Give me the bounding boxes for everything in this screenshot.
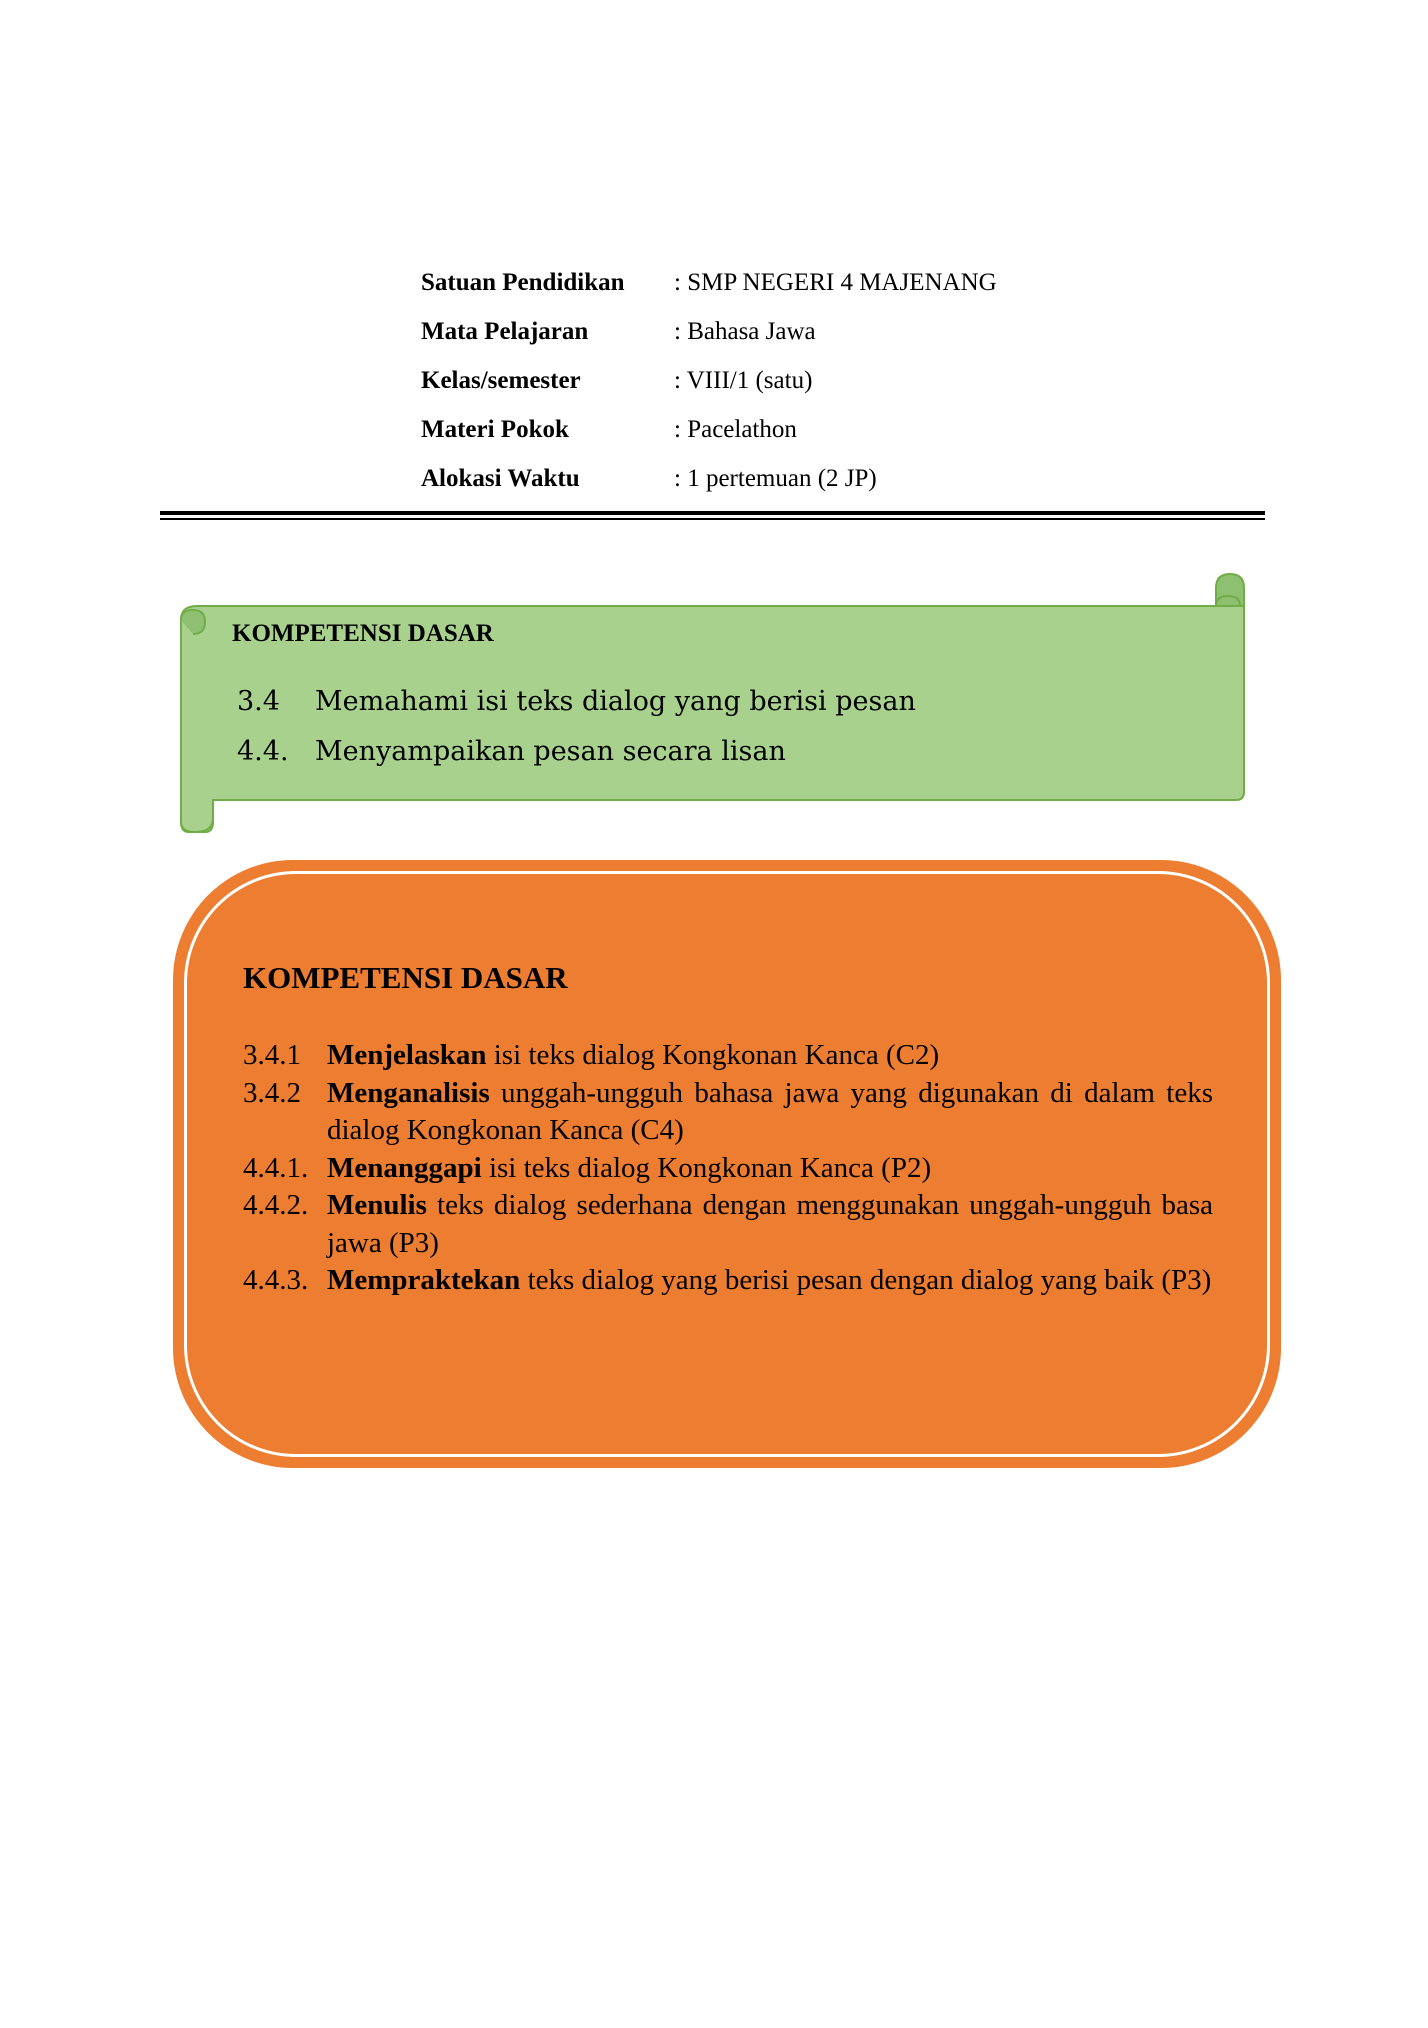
item-text — [327, 1262, 1213, 1300]
item-text — [327, 1075, 1213, 1150]
item-text: Menyampaikan pesan secara lisan — [315, 735, 786, 767]
item-number: 4.4.2. — [243, 1189, 309, 1221]
item-verb: Menanggapi — [327, 1151, 482, 1184]
item-verb: Menganalisis — [327, 1076, 490, 1109]
list-item — [243, 1262, 1213, 1300]
list-item — [243, 1075, 1213, 1150]
info-label: Alokasi Waktu — [421, 464, 580, 492]
list-item — [243, 1187, 1213, 1262]
item-desc: isi teks dialog Kongkonan Kanca (C2) — [486, 1039, 940, 1071]
info-label: Kelas/semester — [421, 366, 581, 394]
info-label: Mata Pelajaran — [421, 317, 589, 345]
item-text — [327, 1037, 1213, 1075]
info-value: : Pacelathon — [674, 415, 797, 443]
scroll-list — [237, 676, 916, 776]
item-number: 4.4.1. — [243, 1151, 309, 1184]
info-label: Materi Pokok — [421, 415, 569, 443]
item-verb: Menjelaskan — [327, 1039, 487, 1071]
item-verb: Menulis — [327, 1189, 427, 1221]
list-item — [237, 676, 916, 726]
item-text — [327, 1150, 1213, 1188]
info-label: Satuan Pendidikan — [421, 268, 625, 296]
item-desc: teks dialog sederhana dengan menggunakan unggah-ungguh basa jawa (P3) — [327, 1189, 1213, 1259]
list-item — [243, 1150, 1213, 1188]
list-item — [237, 726, 916, 776]
item-text: Memahami isi teks dialog yang berisi pesan — [315, 685, 916, 717]
item-desc: teks dialog yang berisi pesan dengan dialog yang baik (P3) — [520, 1264, 1212, 1296]
list-item — [243, 1037, 1213, 1075]
info-value: : SMP NEGERI 4 MAJENANG — [674, 268, 997, 296]
item-number: 3.4.1 — [243, 1039, 301, 1071]
item-number: 4.4. — [237, 735, 289, 767]
info-value: : VIII/1 (satu) — [674, 366, 813, 394]
box-title: KOMPETENSI DASAR — [243, 960, 568, 995]
item-desc: unggah-ungguh bahasa jawa yang digunakan di dalam teks dialog Kongkonan Kanca (C4) — [327, 1076, 1213, 1146]
item-desc: isi teks dialog Kongkonan Kanca (P2) — [481, 1151, 932, 1184]
item-number: 4.4.3. — [243, 1264, 309, 1296]
info-value: : Bahasa Jawa — [674, 317, 816, 345]
item-number: 3.4.2 — [243, 1076, 301, 1109]
indicator-list — [243, 1037, 1213, 1300]
info-value: : 1 pertemuan (2 JP) — [674, 464, 877, 492]
scroll-title: KOMPETENSI DASAR — [232, 620, 494, 647]
item-text — [327, 1187, 1213, 1262]
item-number: 3.4 — [237, 685, 280, 717]
item-verb: Mempraktekan — [327, 1264, 521, 1296]
